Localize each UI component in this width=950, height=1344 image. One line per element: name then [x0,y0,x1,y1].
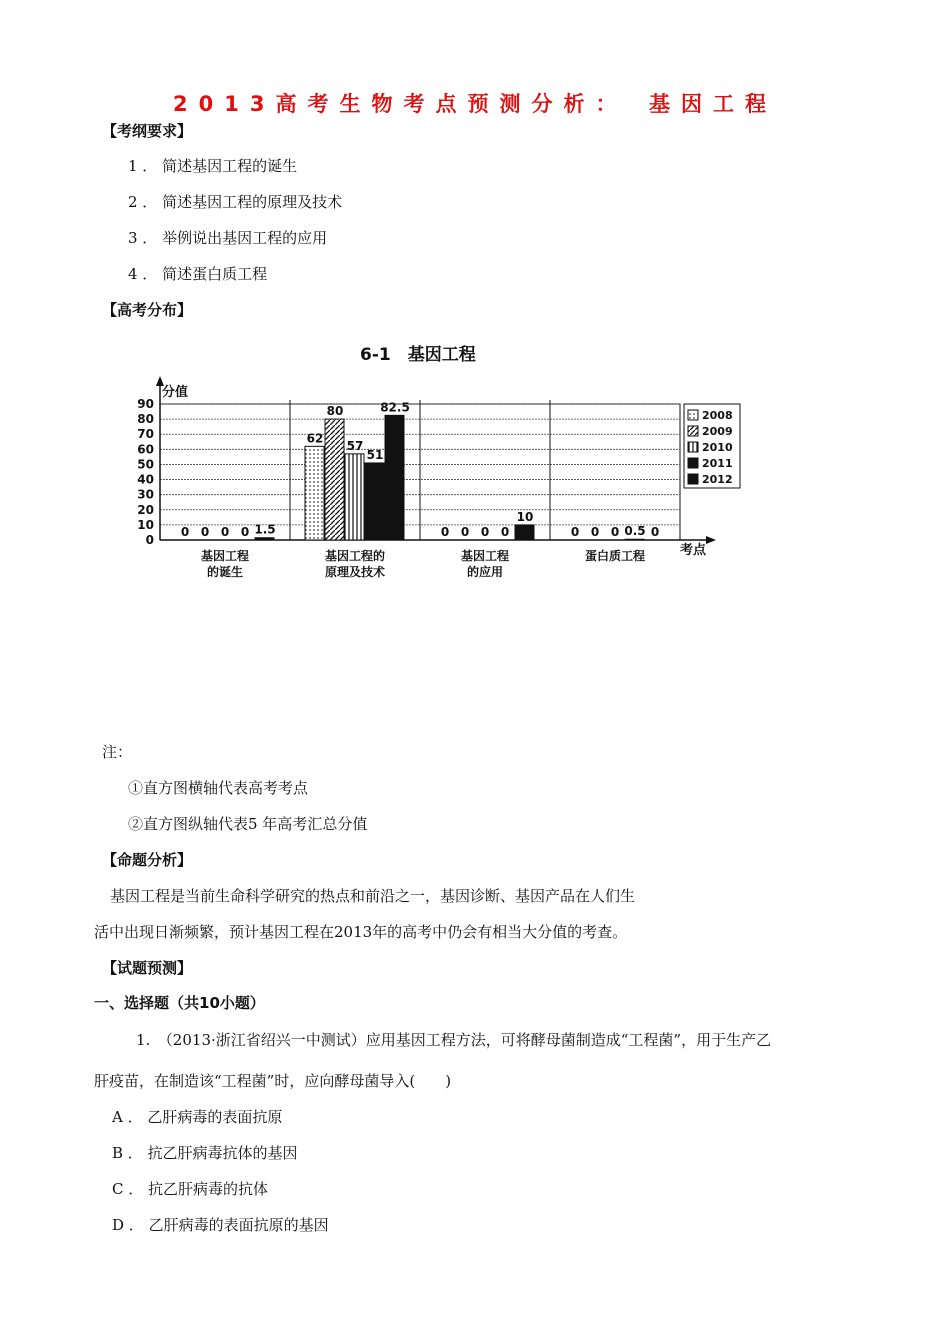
option-a: A ． 乙肝病毒的表面抗原 [112,1108,283,1126]
category-label: 的应用 [466,565,504,579]
legend-swatch [688,458,698,468]
page-title: 2013高考生物考点预测分析： 基因工程 [173,92,777,116]
bar-value-label: 0 [220,525,230,539]
y-tick-label: 20 [137,502,154,517]
distribution-heading: 【高考分布】 [102,301,193,319]
y-tick-label: 60 [137,442,154,457]
category-label: 基因工程 [200,549,250,563]
category-label: 基因工程 [460,549,510,563]
bar-value-label: 0.5 [624,524,646,539]
bar-2011 [365,463,384,540]
bar-value-label: 0 [610,525,620,539]
bar-2010 [345,454,364,540]
bar-value-label: 57 [346,438,364,453]
category-label: 蛋白质工程 [584,549,646,563]
bar-value-label: 0 [650,525,660,539]
legend-swatch [688,410,698,420]
legend-label: 2011 [702,457,733,470]
bar-value-label: 80 [326,404,344,419]
syllabus-item: 2 ． 简述基因工程的原理及技术 [128,193,343,211]
bar-value-label: 0 [590,525,600,539]
legend-swatch [688,474,698,484]
legend-label: 2008 [702,409,733,422]
category-label: 的诞生 [206,565,244,579]
question-stem: 1. （2013·浙江省绍兴一中测试）应用基因工程方法，可将酵母菌制造成“工程菌”，用于生产乙 [136,1031,772,1049]
option-d: D ． 乙肝病毒的表面抗原的基因 [112,1216,329,1234]
x-axis-arrow [706,536,716,544]
analysis-text: 活中出现日渐频繁，预计基因工程在2013年的高考中仍会有相当大分值的考查。 [94,923,628,941]
bar-value-label: 0 [240,525,250,539]
y-tick-label: 80 [137,412,154,427]
bar-2012 [255,538,274,540]
legend-label: 2009 [702,425,733,438]
y-tick-label: 90 [137,397,154,411]
notes-label: 注： [102,743,133,761]
syllabus-item: 3 ． 举例说出基因工程的应用 [128,229,328,247]
bar-value-label: 0 [180,525,190,539]
legend-swatch [688,442,698,452]
option-b: B ． 抗乙肝病毒抗体的基因 [112,1144,298,1162]
legend-label: 2012 [702,473,733,486]
y-tick-label: 70 [137,427,154,442]
bar-2008 [305,446,324,540]
y-axis-label: 分值 [162,385,189,400]
syllabus-heading: 【考纲要求】 [102,122,193,140]
y-tick-label: 40 [137,472,154,487]
x-axis-label: 考点 [680,543,707,558]
note-item: ①直方图横轴代表高考考点 [128,779,309,797]
bar-value-label: 0 [440,525,450,539]
bar-value-label: 51 [366,447,384,462]
bar-value-label: 0 [570,525,580,539]
bar-2012 [385,415,404,540]
chart-title: 6-1 基因工程 [360,345,476,365]
legend-label: 2010 [702,441,733,454]
analysis-heading: 【命题分析】 [102,851,193,869]
y-tick-label: 30 [137,487,154,502]
bar-value-label: 0 [460,525,470,539]
analysis-text: 基因工程是当前生命科学研究的热点和前沿之一，基因诊断、基因产品在人们生 [110,887,636,905]
bar-2009 [325,419,344,540]
question-stem: 肝疫苗，在制造该“工程菌”时，应向酵母菌导入( ) [94,1072,452,1090]
bar-value-label: 82.5 [380,400,410,415]
syllabus-item: 4 ． 简述蛋白质工程 [128,265,268,283]
question-section-title: 一、选择题（共10小题） [94,994,265,1012]
legend-swatch [688,426,698,436]
score-bar-chart [120,340,760,590]
prediction-heading: 【试题预测】 [102,959,193,977]
category-label: 基因工程的 [324,549,386,563]
option-c: C ． 抗乙肝病毒的抗体 [112,1180,269,1198]
syllabus-item: 1 ． 简述基因工程的诞生 [128,157,298,175]
note-item: ②直方图纵轴代表5 年高考汇总分值 [128,815,368,833]
bar-value-label: 0 [480,525,490,539]
bar-value-label: 0 [500,525,510,539]
y-tick-label: 0 [145,533,154,547]
bar-2011 [625,539,644,540]
bar-2012 [515,525,534,540]
bar-value-label: 1.5 [254,522,276,537]
bar-value-label: 0 [200,525,210,539]
category-label: 原理及技术 [324,565,386,579]
y-tick-label: 10 [137,517,154,532]
y-tick-label: 50 [137,457,154,472]
bar-value-label: 10 [516,509,534,524]
bar-value-label: 62 [306,431,324,446]
